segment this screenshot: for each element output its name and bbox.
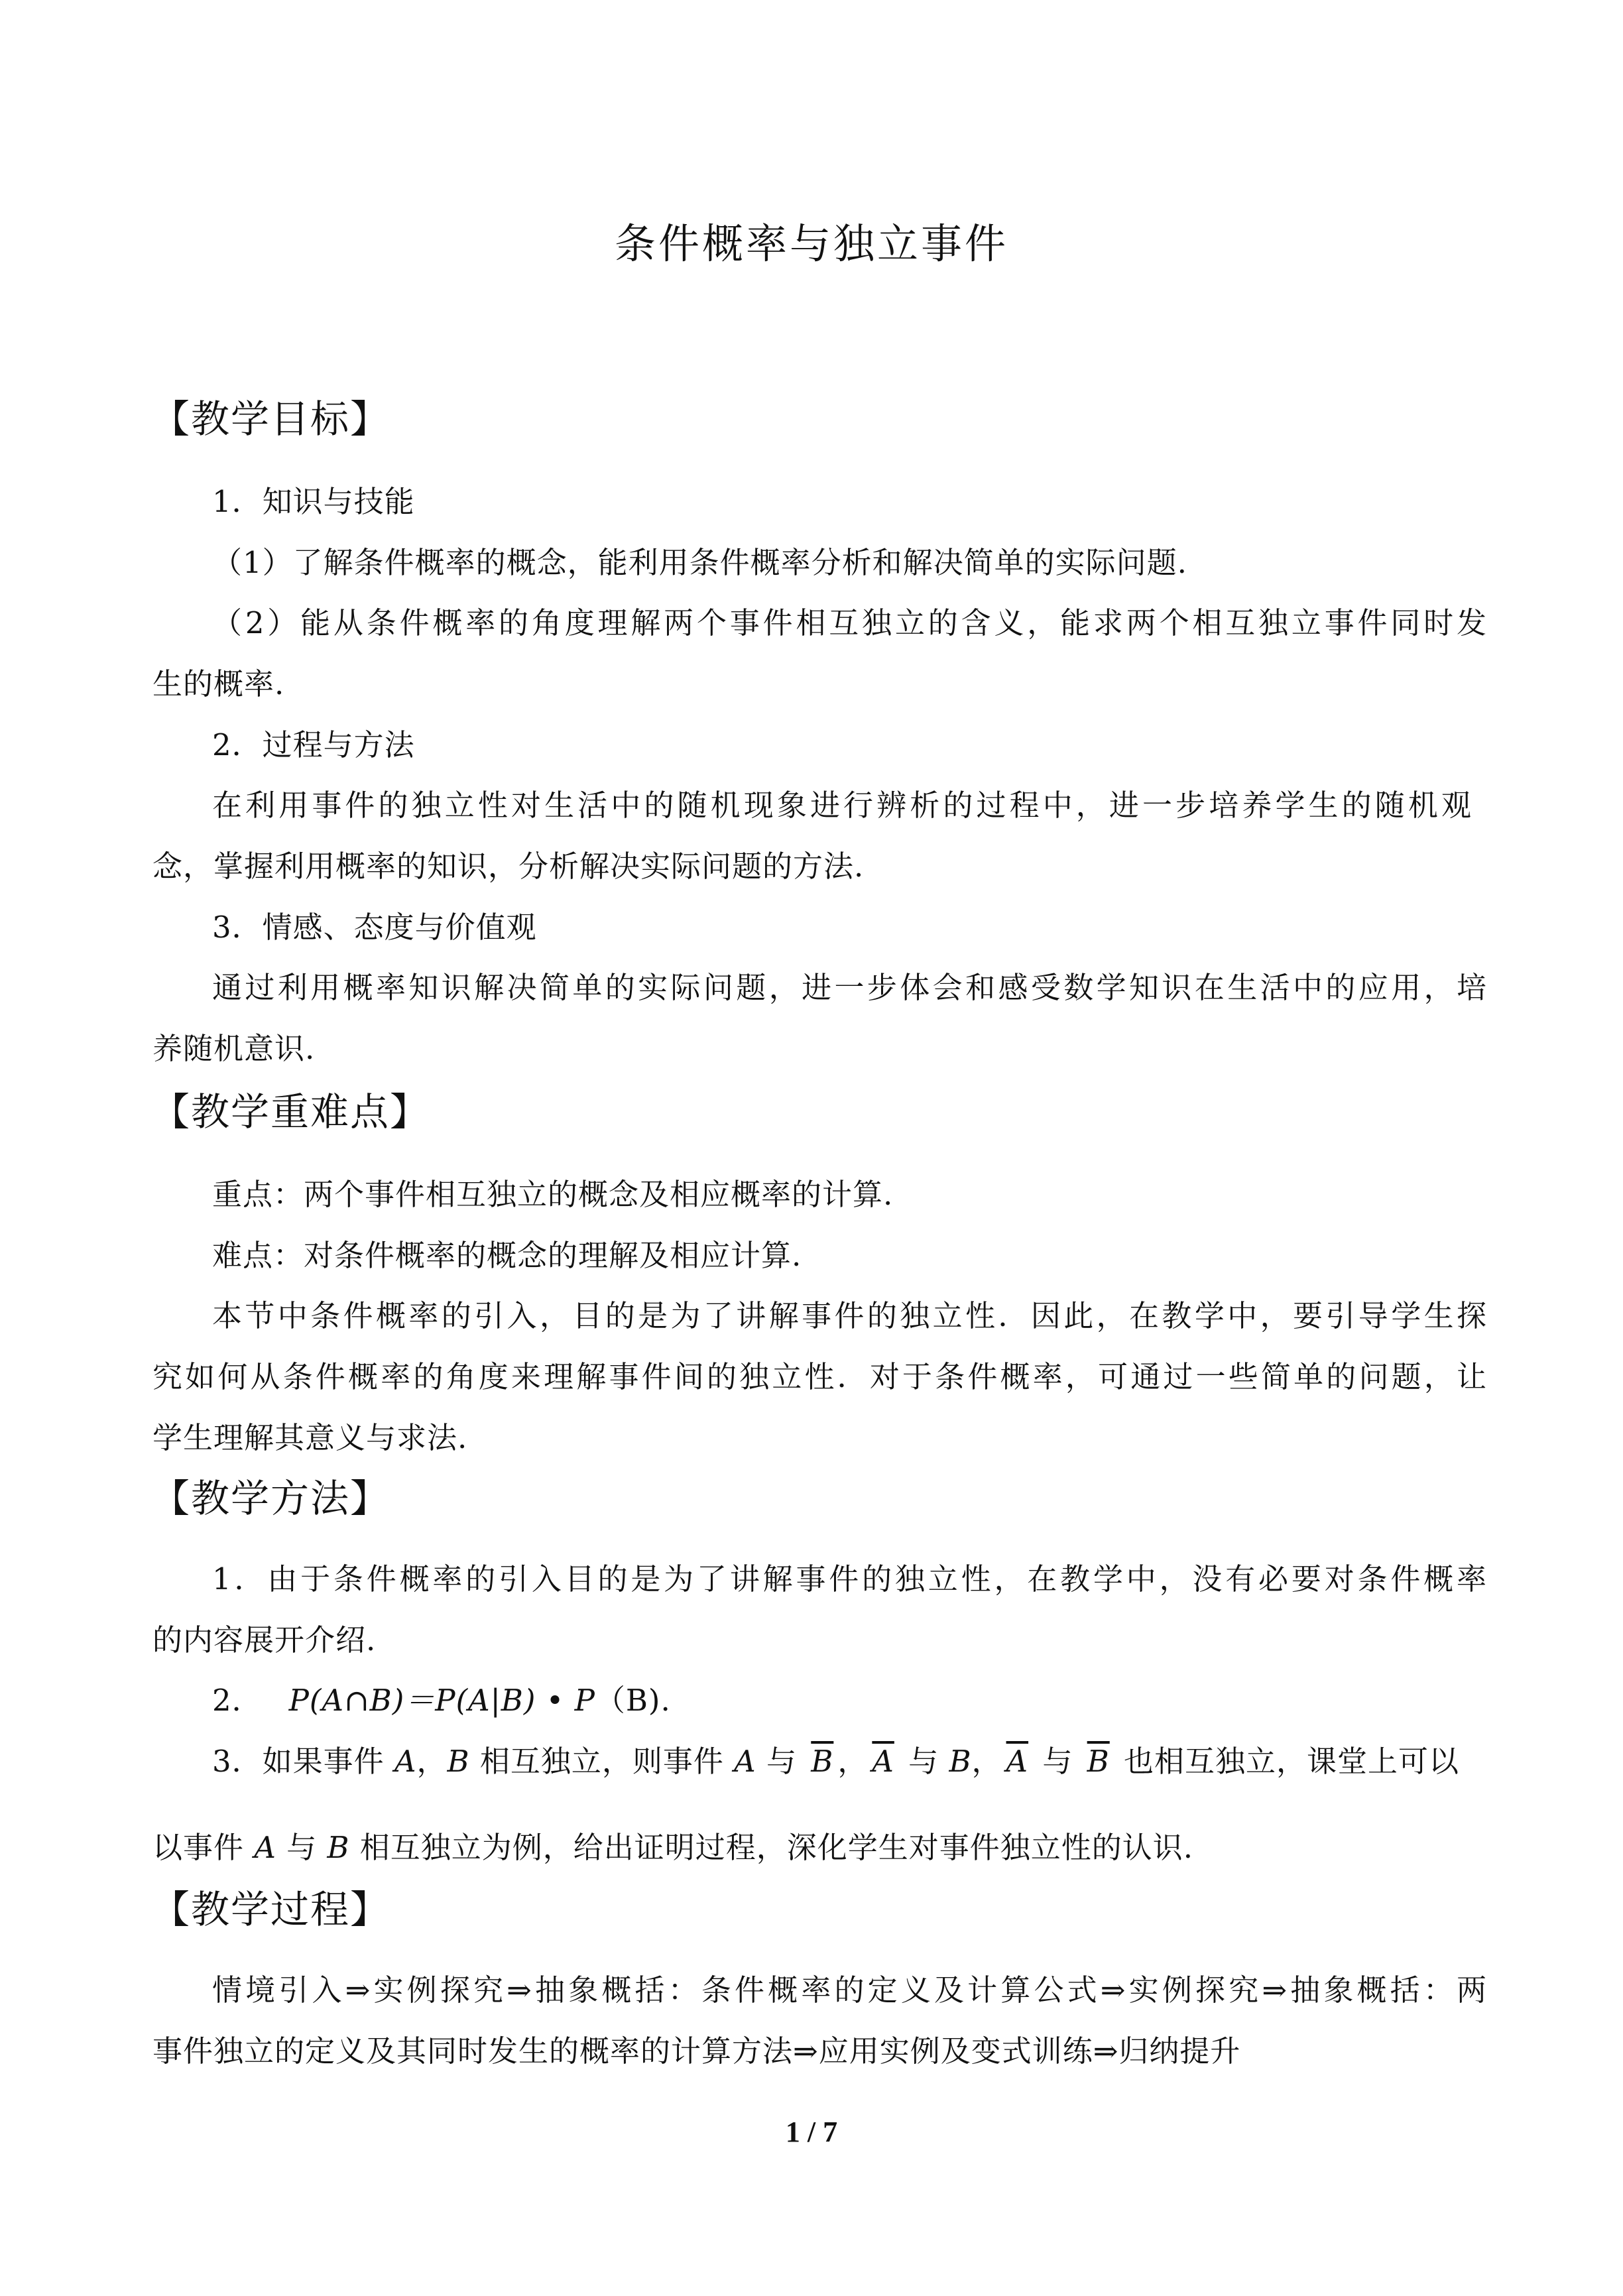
process-text-1a: 情境引入⇒实例探究⇒抽象概括：条件概率的定义及计算公式⇒实例探究⇒抽象概括：两 xyxy=(212,1972,1487,2008)
method-3-prefix: 3．如果事件 xyxy=(212,1744,394,1779)
objective-text-2b: 生的概率. xyxy=(152,666,285,701)
separator: ， xyxy=(971,1744,1002,1779)
objective-text-4b: 养随机意识. xyxy=(152,1031,316,1066)
section-heading-objectives: 【教学目标】 xyxy=(151,396,391,442)
event-b: B xyxy=(327,1830,350,1865)
method-3b-tail: 相互独立为例，给出证明过程，深化学生对事件独立性的认识. xyxy=(349,1830,1194,1865)
event-b: B xyxy=(447,1744,470,1779)
separator: ， xyxy=(837,1744,869,1779)
event-b-complement: $\overline{B}$ xyxy=(811,1744,834,1779)
objective-text-4a: 通过利用概率知识解决简单的实际问题，进一步体会和感受数学知识在生活中的应用，培 xyxy=(212,970,1487,1005)
conditional-probability-formula: P(A∩B)＝P(A|B) xyxy=(288,1683,536,1718)
event-a: A xyxy=(734,1744,756,1779)
key-point-text-1c: 学生理解其意义与求法. xyxy=(152,1420,468,1455)
method-text-1b: 的内容展开介绍. xyxy=(152,1622,377,1658)
connector-with: 与 xyxy=(898,1744,949,1779)
event-b-complement: $\overline{B}$ xyxy=(1087,1744,1110,1779)
process-text-1b: 事件独立的定义及其同时发生的概率的计算方法⇒应用实例及变式训练⇒归纳提升 xyxy=(152,2033,1241,2069)
connector-with: 与 xyxy=(276,1830,328,1865)
key-point-text-1b: 究如何从条件概率的角度来理解事件间的独立性．对于条件概率，可通过一些简单的问题，让 xyxy=(152,1359,1487,1394)
method-3b-prefix: 以事件 xyxy=(152,1830,255,1865)
multiply-dot: • xyxy=(536,1683,575,1718)
event-b: B xyxy=(949,1744,972,1779)
method-3-tail: 也相互独立，课堂上可以 xyxy=(1113,1744,1460,1779)
objective-heading-2: 2．过程与方法 xyxy=(212,727,415,762)
method-3-middle: 相互独立，则事件 xyxy=(469,1744,735,1779)
objective-text-3a: 在利用事件的独立性对生活中的随机现象进行辨析的过程中，进一步培养学生的随机观 xyxy=(212,788,1472,823)
objective-heading-1: 1．知识与技能 xyxy=(212,484,415,519)
method-text-3b xyxy=(152,1823,1193,1866)
method-formula-line xyxy=(212,1676,671,1719)
event-a: A xyxy=(394,1744,417,1779)
key-point-text-1a: 本节中条件概率的引入，目的是为了讲解事件的独立性．因此，在教学中，要引导学生探 xyxy=(212,1298,1487,1333)
section-heading-process: 【教学过程】 xyxy=(151,1887,391,1932)
formula-tail: （B). xyxy=(595,1683,671,1718)
key-point-difficult: 难点：对条件概率的概念的理解及相应计算. xyxy=(212,1238,802,1273)
connector-with: 与 xyxy=(1032,1744,1083,1779)
method-text-3a xyxy=(212,1737,1459,1780)
event-a: A xyxy=(254,1830,276,1865)
key-point-important: 重点：两个事件相互独立的概念及相应概率的计算. xyxy=(212,1177,894,1212)
event-a-complement: $\overline{A}$ xyxy=(872,1744,894,1779)
section-heading-key-points: 【教学重难点】 xyxy=(151,1089,430,1134)
probability-symbol: P xyxy=(574,1683,595,1718)
method-2-number: 2． xyxy=(212,1683,263,1718)
objective-text-1: （1）了解条件概率的概念，能利用条件概率分析和解决简单的实际问题. xyxy=(212,545,1187,580)
comma: ， xyxy=(416,1744,448,1779)
objective-text-3b: 念，掌握利用概率的知识，分析解决实际问题的方法. xyxy=(152,849,865,884)
objective-heading-3: 3．情感、态度与价值观 xyxy=(212,910,537,945)
event-a-complement: $\overline{A}$ xyxy=(1006,1744,1029,1779)
objective-text-2a: （2）能从条件概率的角度理解两个事件相互独立的含义，能求两个相互独立事件同时发 xyxy=(212,605,1487,640)
method-text-1a: 1．由于条件概率的引入目的是为了讲解事件的独立性，在教学中，没有必要对条件概率 xyxy=(212,1561,1487,1597)
page-number: 1 / 7 xyxy=(785,2116,838,2148)
page-title: 条件概率与独立事件 xyxy=(614,219,1008,268)
section-heading-methods: 【教学方法】 xyxy=(151,1476,391,1521)
connector-with: 与 xyxy=(756,1744,808,1779)
